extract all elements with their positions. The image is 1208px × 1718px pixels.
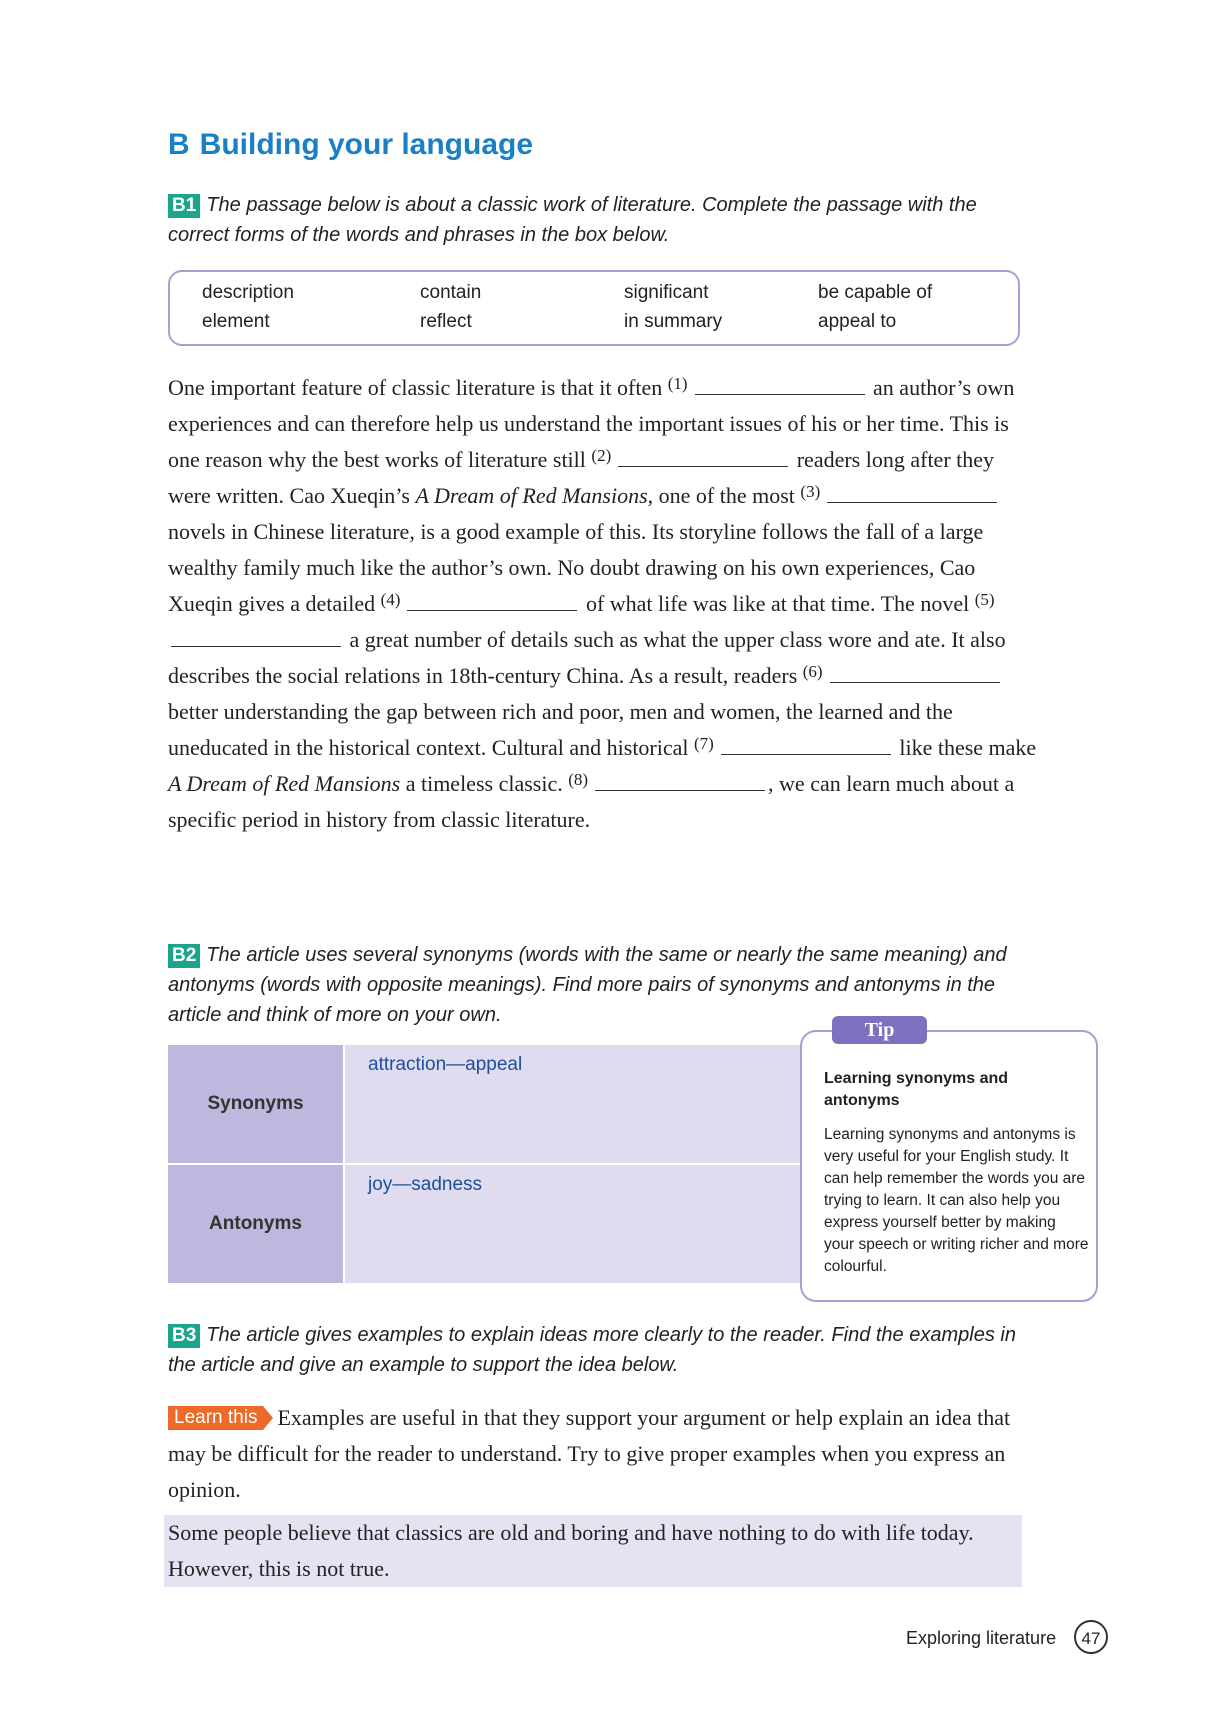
blank-3[interactable] [827,484,997,503]
b3-instruction-text: The article gives examples to explain ideas more clearly to the reader. Find the examples in the article and give an example to support the idea below. [168,1324,1016,1376]
word-item: reflect [420,311,472,332]
idea-box [164,1515,1022,1587]
tip-body: Learning synonyms and antonyms is very useful for your English study. It can help remember the words you are trying to learn. It can also help you express yourself better by making your speech or writing richer and more colourful. [824,1126,1089,1275]
blank-number: (3) [800,482,821,501]
word-item: significant [624,282,709,303]
b1-instruction-text: The passage below is about a classic work of literature. Complete the passage with the correct forms of the words and phrases in the box below. [168,194,977,246]
passage-text: , we can learn much about a specific period in history from classic literature. [168,771,1015,832]
blank-number: (4) [380,590,401,609]
passage-text: a timeless classic. [405,771,563,796]
passage-text: novels in Chinese literature, is a good example of this. Its storyline follows the fall of a large wealthy family much like the author’s own. No doubt drawing on his own experiences, Cao Xueqin gives a detailed [168,519,984,616]
word-item: be capable of [818,282,933,303]
page-number: 47 [1074,1620,1108,1654]
blank-5[interactable] [171,628,341,647]
row-label-synonyms: Synonyms [168,1045,343,1163]
book-title: A Dream of Red Mansions [415,483,648,508]
blank-number: (1) [667,374,688,393]
b1-instruction [168,190,1028,250]
word-item: appeal to [818,311,897,332]
word-item: contain [420,282,482,303]
b1-passage [168,370,1038,838]
blank-4[interactable] [407,592,577,611]
passage-text: of what life was like at that time. The novel [585,591,970,616]
idea-text: Some people believe that classics are old and boring and have nothing to do with life today. However, this is not true. [168,1520,974,1581]
blank-7[interactable] [721,736,891,755]
table-divider [168,1163,804,1165]
section-title [168,128,533,162]
b3-tag: B3 [168,1324,200,1348]
blank-number: (7) [694,734,714,753]
passage-text: , one of the most [647,483,795,508]
passage-text: One important feature of classic literature is that it often [168,375,663,400]
blank-number: (5) [974,590,995,609]
blank-6[interactable] [830,664,1000,683]
synonym-example: attraction—appeal [368,1054,523,1075]
word-item: description [202,282,294,303]
passage-text: an author’s own experiences and can therefore help us understand the important issues of his or her time. This is one reason why the best works of literature still [168,375,1015,472]
word-box [168,270,1020,346]
section-letter: B [168,128,190,161]
learn-this-text: Examples are useful in that they support your argument or help explain an idea that may be difficult for the reader to understand. Try to give proper examples when you express an opinion. [168,1405,1011,1502]
blank-number: (6) [802,662,823,681]
antonym-example: joy—sadness [368,1174,483,1195]
b1-tag: B1 [168,194,200,218]
b2-instruction-text: The article uses several synonyms (words with the same or nearly the same meaning) and antonyms (words with opposite meanings). Find more pairs of synonyms and antonyms in the article and think of more on your own. [168,944,1007,1026]
b3-instruction [168,1320,1028,1380]
blank-1[interactable] [695,376,865,395]
learn-this-tag: Learn this [168,1406,263,1430]
word-item: element [202,311,270,332]
passage-text: better understanding the gap between rich and poor, men and women, the learned and the uneducated in the historical context. Cultural and historical [168,699,953,760]
row-label-antonyms: Antonyms [168,1165,343,1283]
synonym-antonym-table [168,1045,804,1283]
learn-this [168,1400,1038,1508]
tip-title: Learning synonyms and antonyms [824,1070,1009,1109]
blank-number: (2) [591,446,612,465]
passage-text: a great number of details such as what the upper class wore and ate. It also describes the social relations in 18th-century China. As a result, readers [168,627,1006,688]
blank-2[interactable] [618,448,788,467]
blank-number: (8) [568,770,589,789]
section-title-text: Building your language [199,128,534,161]
book-title: A Dream of Red Mansions [168,771,401,796]
footer-label: Exploring literature [906,1628,1057,1648]
passage-text: like these make [899,735,1037,760]
word-item: in summary [624,311,723,332]
b2-tag: B2 [168,944,200,968]
table-divider [343,1045,345,1283]
blank-8[interactable] [595,772,765,791]
passage-text: readers long after they were written. Cao Xueqin’s [168,447,995,508]
tip-label: Tip [832,1016,927,1044]
